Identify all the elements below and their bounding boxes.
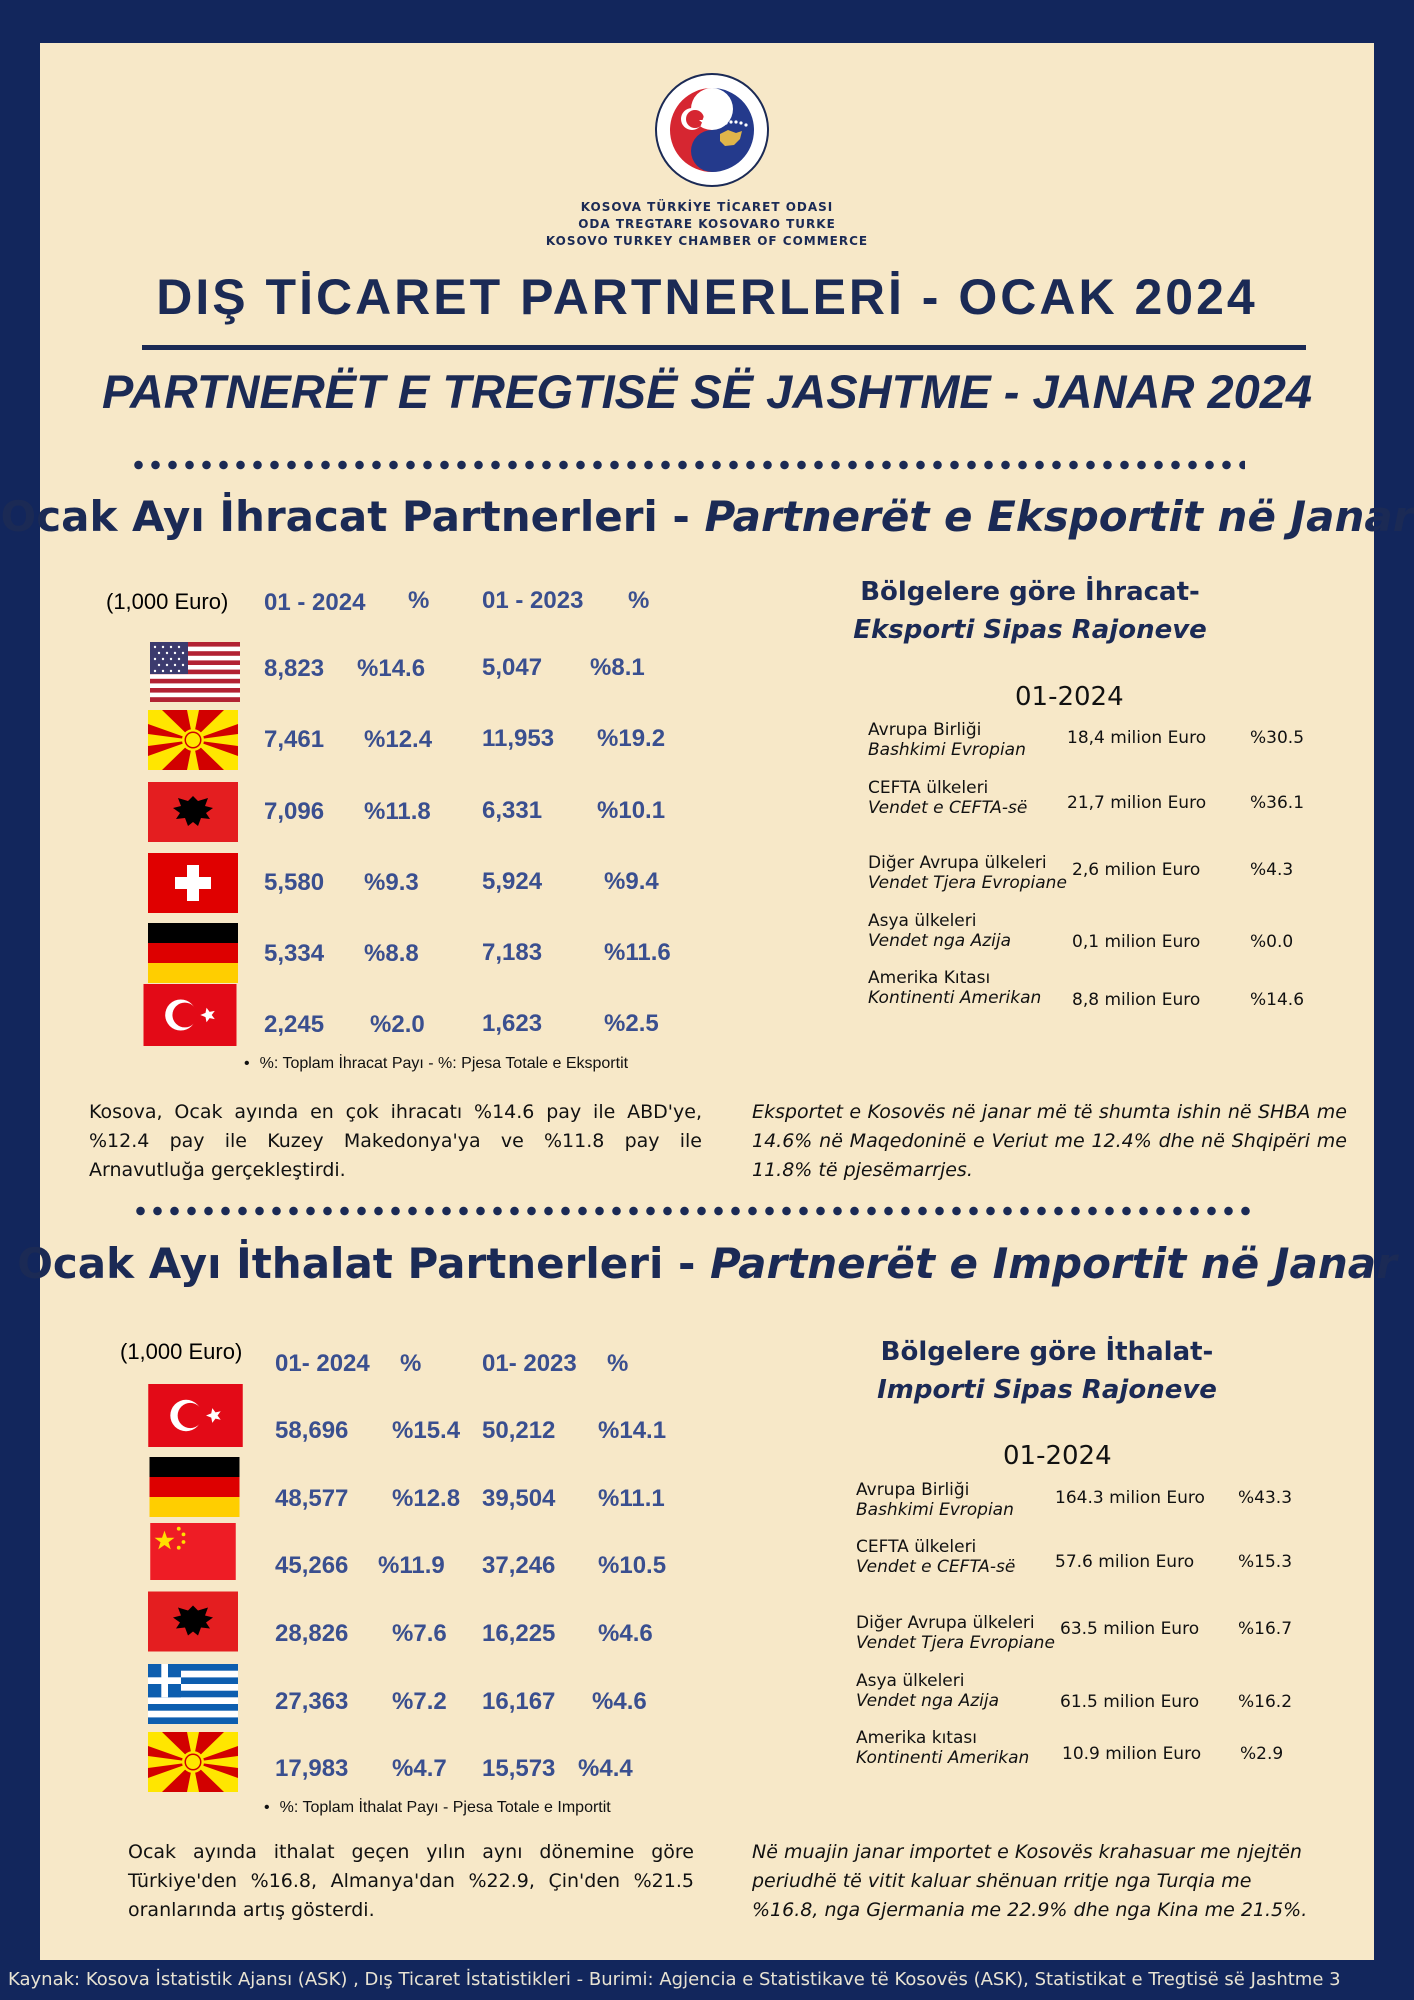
- export-value-2024: 7,461: [264, 726, 325, 753]
- export-pct-2024: %14.6: [357, 655, 426, 682]
- north-macedonia-flag-icon: [148, 1731, 238, 1793]
- switzerland-flag-icon: [148, 853, 238, 913]
- region-pct: %0.0: [1250, 932, 1294, 952]
- turkey-flag-icon: [143, 984, 237, 1046]
- export-value-2024: 8,823: [264, 655, 325, 682]
- import-pct-2024: %12.8: [392, 1485, 461, 1512]
- export-value-2023: 1,623: [482, 1010, 543, 1037]
- export-pct-2023: %19.2: [597, 725, 666, 752]
- greece-flag-icon: [148, 1664, 238, 1724]
- export-pct-2023: %8.1: [590, 654, 645, 681]
- region-label: Amerika kıtası Kontinenti Amerikan: [856, 1728, 1030, 1768]
- albania-flag-icon: [148, 1590, 238, 1653]
- region-pct: %14.6: [1250, 990, 1305, 1010]
- main-title-sq: PARTNERËT E TREGTISË SË JASHTME - JANAR 2024: [101, 365, 1313, 418]
- export-pct-2024: %9.3: [364, 869, 419, 896]
- export-region-title-sq: Eksporti Sipas Rajoneve: [853, 615, 1207, 645]
- export-region-title: [840, 573, 1220, 649]
- import-value-2024: 27,363: [275, 1688, 349, 1715]
- region-label: Avrupa Birliği Bashkimi Evropian: [856, 1480, 1014, 1520]
- region-amount: 21,7 milion Euro: [1067, 793, 1207, 813]
- import-value-2024: 28,826: [275, 1620, 349, 1647]
- export-summary-tr: Kosova, Ocak ayında en çok ihracatı %14.6 pay ile ABD'ye, %12.4 pay ile Kuzey Makedonya'ya ve %11.8 pay ile Arnavutluğa gerçekleştirdi.: [89, 1101, 702, 1181]
- export-value-2024: 2,245: [264, 1011, 325, 1038]
- export-pct-2023: %11.6: [604, 939, 671, 966]
- import-pct-2024: %4.7: [392, 1755, 447, 1782]
- export-value-2024: 5,334: [264, 940, 325, 967]
- import-value-2023: 16,225: [482, 1620, 556, 1647]
- import-region-title: [857, 1333, 1237, 1409]
- region-amount: 2,6 milion Euro: [1072, 860, 1201, 880]
- import-pct-2023: %11.1: [598, 1485, 665, 1512]
- region-pct: %16.7: [1238, 1619, 1293, 1639]
- import-value-2024: 48,577: [275, 1485, 349, 1512]
- import-pct-2024: %7.2: [392, 1688, 447, 1715]
- dotted-divider: [130, 459, 1245, 471]
- export-summary-sq: Eksportet e Kosovës në janar më të shumta ishin në SHBA me 14.6% në Maqedoninë e Veriut me 12.4% dhe në Shqipëri me 11.8% të pjesëmarrjes.: [752, 1101, 1347, 1181]
- export-value-2023: 5,924: [482, 868, 543, 895]
- region-amount: 63.5 milion Euro: [1060, 1619, 1200, 1639]
- china-flag-icon: [148, 1523, 238, 1580]
- export-header-2023: 01 - 2023: [482, 587, 584, 614]
- export-pct-2023: %2.5: [604, 1010, 659, 1037]
- export-header-2024: 01 - 2024: [264, 589, 366, 616]
- export-value-2024: 7,096: [264, 798, 325, 825]
- region-label: Asya ülkeleri Vendet nga Azija: [856, 1671, 999, 1711]
- import-value-2024: 58,696: [275, 1417, 349, 1444]
- source-footer: Kaynak: Kosova İstatistik Ajansı (ASK) , Dış Ticaret İstatistikleri - Burimi: Agjencia e Statistikave të Kosovës (ASK), Statistikat e Tregtisë së Jashtme 3: [8, 1969, 1341, 1990]
- region-amount: 61.5 milion Euro: [1060, 1692, 1200, 1712]
- export-pct-2024: %8.8: [364, 940, 419, 967]
- import-pct-2023: %4.6: [598, 1620, 653, 1647]
- region-pct: %2.9: [1240, 1744, 1284, 1764]
- export-unit-label: (1,000 Euro): [106, 589, 229, 614]
- chamber-logo: [654, 72, 770, 188]
- region-label: Asya ülkeleri Vendet nga Azija: [868, 911, 1011, 951]
- title-divider: [142, 345, 1306, 350]
- import-summary-tr: Ocak ayında ithalat geçen yılın aynı dönemine göre Türkiye'den %16.8, Almanya'dan %22.9, Çin'den %21.5 oranlarında artış gösterdi.: [128, 1841, 694, 1921]
- import-pct-2023: %14.1: [598, 1417, 667, 1444]
- import-title-sq: Partnerët e Importit në Janar: [710, 1239, 1397, 1288]
- region-pct: %30.5: [1250, 728, 1305, 748]
- region-amount: 8,8 milion Euro: [1072, 990, 1201, 1010]
- region-label: CEFTA ülkeleri Vendet e CEFTA-së: [856, 1537, 1016, 1577]
- export-region-title-tr: Bölgelere göre İhracat-: [860, 577, 1200, 607]
- import-value-2024: 45,266: [275, 1552, 349, 1579]
- region-label: Diğer Avrupa ülkeleri Vendet Tjera Evropiane: [868, 853, 1067, 893]
- export-region-date: 01-2024: [1015, 682, 1124, 712]
- north-macedonia-flag-icon: [148, 710, 238, 770]
- export-pct-2024: %2.0: [370, 1011, 425, 1038]
- main-title-tr: DIŞ TİCARET PARTNERLERİ - OCAK 2024: [156, 269, 1258, 325]
- import-share-note: • %: Toplam İthalat Payı - Pjesa Totale e Importit: [264, 1799, 611, 1817]
- turkey-flag-icon: [148, 1384, 243, 1447]
- region-label: Diğer Avrupa ülkeleri Vendet Tjera Evropiane: [856, 1613, 1055, 1653]
- import-header-pct-2023: %: [607, 1350, 629, 1377]
- region-pct: %15.3: [1238, 1552, 1293, 1572]
- import-value-2023: 37,246: [482, 1552, 556, 1579]
- region-amount: 18,4 milion Euro: [1067, 728, 1207, 748]
- region-amount: 164.3 milion Euro: [1055, 1488, 1205, 1508]
- import-value-2024: 17,983: [275, 1755, 349, 1782]
- region-amount: 0,1 milion Euro: [1072, 932, 1201, 952]
- import-pct-2023: %4.4: [578, 1755, 633, 1782]
- import-pct-2024: %11.9: [378, 1552, 445, 1579]
- export-pct-2024: %11.8: [364, 798, 431, 825]
- export-pct-2023: %10.1: [597, 797, 666, 824]
- region-label: CEFTA ülkeleri Vendet e CEFTA-së: [868, 778, 1028, 818]
- germany-flag-icon: [148, 1457, 241, 1517]
- albania-flag-icon: [148, 782, 238, 842]
- germany-flag-icon: [148, 923, 238, 983]
- import-region-title-sq: Importi Sipas Rajoneve: [877, 1375, 1217, 1405]
- region-label: Avrupa Birliği Bashkimi Evropian: [868, 720, 1026, 760]
- export-header-pct-2023: %: [628, 587, 650, 614]
- export-share-note: • %: Toplam İhracat Payı - %: Pjesa Totale e Eksportit: [244, 1055, 628, 1073]
- dotted-divider: [132, 1205, 1250, 1217]
- import-value-2023: 50,212: [482, 1417, 556, 1444]
- region-pct: %36.1: [1250, 793, 1305, 813]
- import-header-2024: 01- 2024: [275, 1350, 370, 1377]
- import-header-2023: 01- 2023: [482, 1350, 577, 1377]
- export-title-tr: Ocak Ayı İhracat Partnerleri -: [0, 492, 705, 541]
- import-region-date: 01-2024: [1003, 1441, 1112, 1471]
- region-amount: 10.9 milion Euro: [1062, 1744, 1202, 1764]
- region-amount: 57.6 milion Euro: [1055, 1552, 1195, 1572]
- import-summary-sq: Në muajin janar importet e Kosovës krahasuar me njejtën periudhë të vitit kaluar shënuan rritje nga Turqia me %16.8, nga Gjermania me 22.9% dhe nga Kina me 21.5%.: [752, 1841, 1308, 1921]
- usa-flag-icon: [150, 642, 240, 702]
- import-pct-2024: %7.6: [392, 1620, 447, 1647]
- export-value-2023: 6,331: [482, 797, 543, 824]
- import-pct-2024: %15.4: [392, 1417, 461, 1444]
- export-title-sq: Partnerët e Eksportit në Janar: [704, 492, 1414, 541]
- org-name-sq: ODA TREGTARE KOSOVARO TURKE: [578, 217, 836, 231]
- export-value-2023: 7,183: [482, 939, 543, 966]
- region-label: Amerika Kıtası Kontinenti Amerikan: [868, 968, 1042, 1008]
- import-value-2023: 39,504: [482, 1485, 556, 1512]
- org-name-tr: KOSOVA TÜRKİYE TİCARET ODASI: [580, 200, 834, 214]
- import-header-pct-2024: %: [400, 1350, 422, 1377]
- export-header-pct-2024: %: [408, 587, 430, 614]
- region-pct: %4.3: [1250, 860, 1294, 880]
- export-value-2023: 11,953: [482, 725, 555, 752]
- import-pct-2023: %10.5: [598, 1552, 667, 1579]
- import-region-title-tr: Bölgelere göre İthalat-: [880, 1337, 1214, 1367]
- import-title-tr: Ocak Ayı İthalat Partnerleri -: [17, 1239, 711, 1288]
- import-pct-2023: %4.6: [592, 1688, 647, 1715]
- export-value-2024: 5,580: [264, 869, 325, 896]
- region-pct: %43.3: [1238, 1488, 1293, 1508]
- org-name-en: KOSOVO TURKEY CHAMBER OF COMMERCE: [545, 234, 869, 248]
- export-pct-2023: %9.4: [604, 868, 659, 895]
- export-value-2023: 5,047: [482, 654, 543, 681]
- export-section-title: [0, 492, 1414, 541]
- import-section-title: [0, 1239, 1414, 1288]
- import-value-2023: 16,167: [482, 1688, 556, 1715]
- import-unit-label: (1,000 Euro): [120, 1339, 243, 1364]
- import-value-2023: 15,573: [482, 1755, 556, 1782]
- export-pct-2024: %12.4: [364, 726, 433, 753]
- region-pct: %16.2: [1238, 1692, 1293, 1712]
